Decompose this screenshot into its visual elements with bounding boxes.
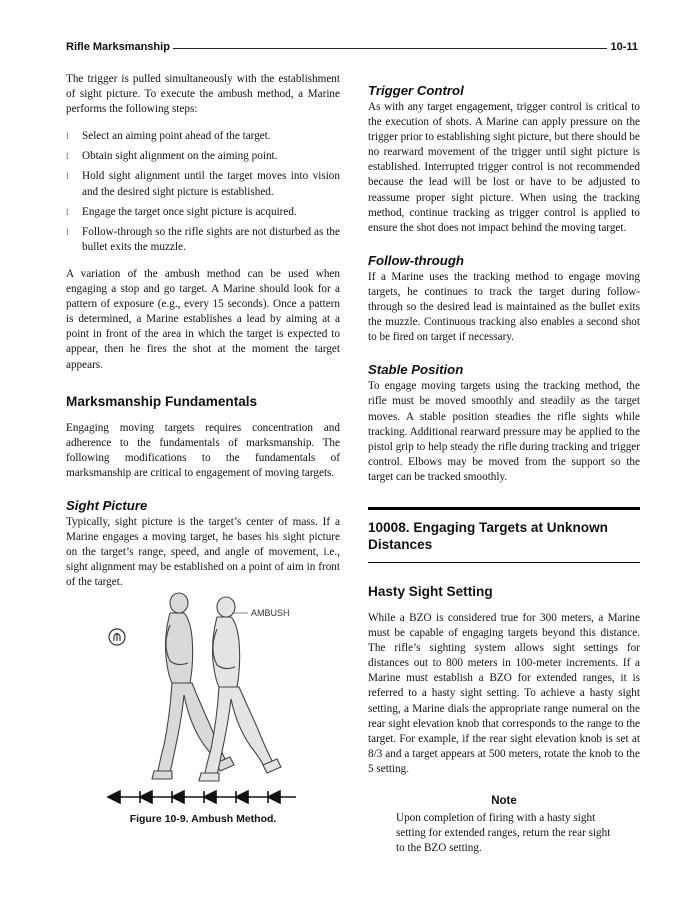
left-column — [66, 72, 340, 602]
sight-picture-paragraph: Typically, sight picture is the target’s center of mass. If a Marine engages a moving target, he bases his sight picture on the target’s range, speed, and angle of movement, i.e., sight alignment may be established on a point of aim in front of the target. — [66, 515, 340, 589]
follow-through-paragraph: If a Marine uses the tracking method to engage moving targets, he continues to track the target during follow-through so the desired lead is maintained as the bullet exits the muzzle. Continuous tracking also enables a second shot to be fired on target if necessary. — [368, 270, 640, 344]
stable-position-paragraph: To engage moving targets using the tracking method, the rifle must be moved smoothly and steadily as the target moves. A stable position steadies the rifle sights while tracking. Additional rearward pressure may be applied to the pistol grip to help steady the rifle during tracking and trigger control. Elbows may be moved from the support so the target can be tracked smoothly. — [368, 380, 640, 483]
movement-arrows — [108, 791, 296, 803]
header-title: Rifle Marksmanship — [66, 41, 173, 53]
bullet-icon: l — [66, 151, 69, 162]
right-column — [368, 82, 640, 856]
list-item: l Hold sight alignment until the target moves into vision and the desired sight picture is established. — [66, 170, 340, 198]
follow-through-heading: Follow-through — [368, 252, 464, 268]
marine-figure-front — [199, 597, 281, 781]
list-item: l Select an aiming point ahead of the target. — [66, 129, 340, 144]
fundamentals-heading: Marksmanship Fundamentals — [66, 393, 258, 409]
ambush-label: AMBUSH — [251, 608, 290, 618]
fundamentals-paragraph: Engaging moving targets requires concentration and adherence to the fundamentals of marksmanship. The following modifications to the fundamentals of marksmanship are critical to engagement of moving targets. — [66, 421, 340, 479]
running-header — [66, 41, 638, 59]
bullet-icon: l — [66, 206, 69, 217]
stable-position-heading: Stable Position — [368, 362, 464, 378]
note-text: Upon completion of firing with a hasty sight setting for extended ranges, return the rear sight to the BZO setting. — [396, 812, 611, 855]
bullet-icon: l — [66, 131, 69, 142]
page-number: 10-11 — [607, 41, 638, 53]
ambush-illustration — [66, 585, 340, 810]
list-item: l Obtain sight alignment on the aiming point. — [66, 149, 340, 164]
variation-paragraph: A variation of the ambush method can be used when engaging a stop and go target. A Marine should look for a pattern of exposure (e.g., every 15 seconds). Once a pattern is determined, a Marine establishes a lead by aiming at a point in front of the area in which the target is expected to appear, then he fires the shot at the moment the target appears. — [66, 267, 340, 371]
list-item: l Follow-through so the rifle sights are not disturbed as the bullet exits the muzzle. — [66, 225, 340, 253]
section-heading: 10008. Engaging Targets at Unknown Distances — [368, 507, 640, 563]
bullet-icon: l — [66, 226, 69, 237]
trigger-control-paragraph: As with any target engagement, trigger control is critical to the execution of shots. A Marine can apply pressure on the trigger prior to establishing sight picture, but there should be no rearward movement of the trigger until sight picture is established. Interrupted trigger control is not recommended because the lead will be lost or have to be adjusted to reassume proper sight picture. When using the tracking method, continue tracking as trigger control is applied to ensure the shot does not impact behind the moving target. — [368, 101, 640, 234]
sight-picture-heading: Sight Picture — [66, 497, 148, 513]
ambush-steps-list — [66, 129, 340, 255]
figure-ambush-method — [66, 585, 340, 830]
hasty-sight-heading: Hasty Sight Setting — [368, 583, 493, 599]
hasty-sight-paragraph: While a BZO is considered true for 300 meters, a Marine must be capable of engaging targets beyond this distance. The rifle’s sighting system allows sight settings for distances out to 800 meters in 100-meter increments. If a Marine must establish a BZO for extended ranges, it is referred to a hasty sight setting. To achieve a hasty sight setting, a Marine dials the appropriate range numeral on the rear sight elevation knob that corresponds to the range to the target. For example, if the rear sight elevation knob is set at 8/3 and a target appears at 500 meters, rotate the knob to the 5 setting. — [368, 611, 640, 775]
note-heading: Note — [491, 795, 517, 807]
list-item: l Engage the target once sight picture is acquired. — [66, 205, 340, 220]
trigger-control-heading: Trigger Control — [368, 83, 464, 98]
target-icon — [109, 629, 125, 645]
bullet-icon: l — [66, 171, 69, 182]
figure-caption: Figure 10-9. Ambush Method. — [129, 813, 277, 825]
intro-paragraph: The trigger is pulled simultaneously with the establishment of sight picture. To execute the ambush method, a Marine performs the following steps: — [66, 73, 340, 116]
